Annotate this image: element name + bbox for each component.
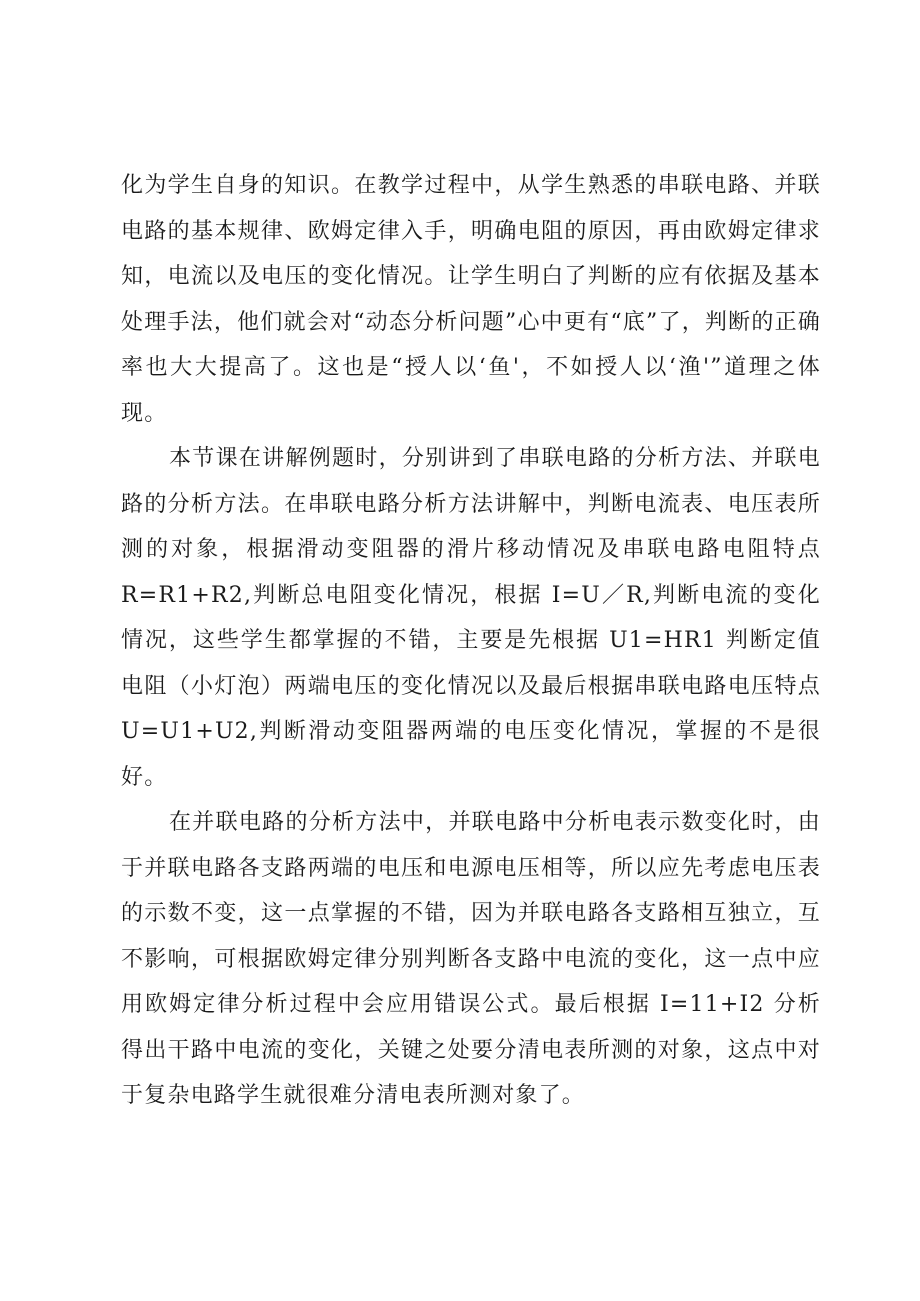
document-body (121, 163, 821, 1119)
paragraph-2: 本节课在讲解例题时，分别讲到了串联电路的分析方法、并联电路的分析方法。在串联电路分析方法讲解中，判断电流表、电压表所测的对象，根据滑动变阻器的滑片移动情况及串联电路电阻特点R=R1+R2,判断总电阻变化情况，根据 I=U／R,判断电流的变化情况，这些学生都掌握的不错，主要是先根据 U1=HR1 判断定值电阻（小灯泡）两端电压的变化情况以及最后根据串联电路电压特点 U=U1+U2,判断滑动变阻器两端的电压变化情况，掌握的不是很好。 (121, 446, 821, 790)
paragraph-3: 在并联电路的分析方法中，并联电路中分析电表示数变化时，由于并联电路各支路两端的电压和电源电压相等，所以应先考虑电压表的示数不变，这一点掌握的不错，因为并联电路各支路相互独立，互不影响，可根据欧姆定律分别判断各支路中电流的变化，这一点中应用欧姆定律分析过程中会应用错误公式。最后根据 I=11+I2 分析得出干路中电流的变化，关键之处要分清电表所测的对象，这点中对于复杂电路学生就很难分清电表所测对象了。 (121, 810, 821, 1108)
paragraph-1: 化为学生自身的知识。在教学过程中，从学生熟悉的串联电路、并联电路的基本规律、欧姆定律入手，明确电阻的原因，再由欧姆定律求知，电流以及电压的变化情况。让学生明白了判断的应有依据及基本处理手法，他们就会对“动态分析问题”心中更有“底”了，判断的正确率也大大提高了。这也是“授人以‘鱼'，不如授人以‘渔'”道理之体现。 (121, 173, 821, 426)
